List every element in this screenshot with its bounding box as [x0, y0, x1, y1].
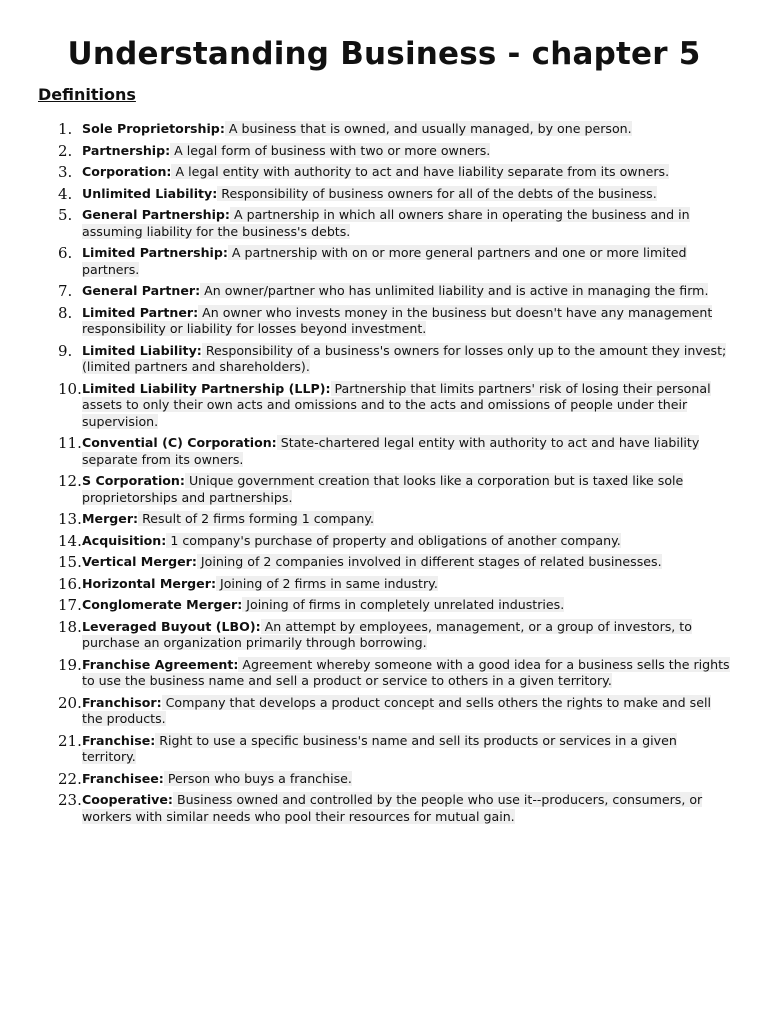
- definition-item-7: [38, 282, 730, 304]
- definitions-list: [38, 120, 730, 829]
- definition-body: A legal entity with authority to act and have liability separate from its owners.: [171, 164, 670, 179]
- definition-text: [82, 244, 730, 278]
- definition-text: [82, 163, 730, 181]
- definition-term: Partnership:: [82, 142, 171, 158]
- definition-body: Company that develops a product concept and sells others the rights to make and sell the products.: [82, 694, 711, 726]
- definition-item-14: [38, 532, 730, 554]
- item-number: 17.: [58, 596, 82, 614]
- definition-term: Franchise:: [82, 732, 156, 748]
- definition-term: Franchisor:: [82, 694, 162, 710]
- definition-item-4: [38, 185, 730, 207]
- definition-term: Sole Proprietorship:: [82, 121, 225, 136]
- definition-item-13: [38, 510, 730, 532]
- definition-text: [82, 532, 730, 550]
- definition-body: A business that is owned, and usually managed, by one person.: [224, 121, 632, 136]
- definition-text: [82, 575, 730, 593]
- item-number: 11.: [58, 434, 82, 452]
- item-number: 9.: [58, 341, 73, 360]
- definition-body: Right to use a specific business's name and sell its products or services in a given territory.: [82, 732, 677, 764]
- definition-body: 1 company's purchase of property and obligations of another company.: [166, 532, 621, 548]
- item-number: 16.: [58, 574, 82, 593]
- item-number: 14.: [58, 531, 82, 550]
- item-number: 23.: [58, 791, 82, 809]
- definition-item-2: [38, 142, 730, 164]
- item-number: 4.: [58, 184, 73, 203]
- definition-body: An owner who invests money in the business but doesn't have any management responsibility or liability for losses beyond investment.: [82, 304, 713, 336]
- definition-item-22: [38, 770, 730, 792]
- definition-body: A partnership in which all owners share in operating the business and in assuming liability for the business's debts.: [82, 207, 690, 239]
- definition-body: A partnership with on or more general partners and one or more limited partners.: [82, 245, 687, 277]
- item-number: 8.: [58, 303, 73, 322]
- definition-text: [82, 282, 730, 300]
- definition-text: [82, 342, 730, 376]
- document-title: Understanding Business - chapter 5: [67, 36, 701, 72]
- definition-item-16: [38, 575, 730, 597]
- section-heading-definitions: Definitions: [38, 85, 136, 104]
- definition-item-5: [38, 206, 730, 244]
- item-number: 20.: [58, 693, 82, 712]
- definition-item-6: [38, 244, 730, 282]
- definition-term: Vertical Merger:: [82, 554, 197, 569]
- definition-body: State-chartered legal entity with authority to act and have liability separate from its owners.: [82, 435, 700, 467]
- definition-body: Joining of firms in completely unrelated industries.: [242, 597, 565, 612]
- definition-item-21: [38, 732, 730, 770]
- definition-term: General Partnership:: [82, 207, 230, 222]
- definition-text: [82, 380, 730, 431]
- definition-term: General Partner:: [82, 283, 201, 298]
- item-number: 12.: [58, 472, 82, 490]
- item-number: 1.: [58, 120, 73, 138]
- item-number: 7.: [58, 282, 73, 300]
- definition-term: Cooperative:: [82, 792, 173, 807]
- definition-term: Horizontal Merger:: [82, 575, 216, 591]
- definition-body: Partnership that limits partners' risk of losing their personal assets to only their own acts and omissions and to the acts and omissions of people under their supervision.: [82, 380, 711, 429]
- definition-item-15: [38, 553, 730, 575]
- definition-body: Result of 2 firms forming 1 company.: [138, 511, 374, 526]
- definition-item-1: [38, 120, 730, 142]
- definition-term: Limited Liability Partnership (LLP):: [82, 380, 331, 396]
- definition-term: Franchisee:: [82, 770, 164, 786]
- definition-body: Person who buys a franchise.: [163, 770, 352, 786]
- definition-text: [82, 304, 730, 338]
- definition-term: Leveraged Buyout (LBO):: [82, 618, 261, 634]
- definition-item-17: [38, 596, 730, 618]
- definition-body: Unique government creation that looks like a corporation but is taxed like sole proprietorships and partnerships.: [82, 473, 684, 505]
- definition-item-10: [38, 380, 730, 435]
- definition-text: [82, 791, 730, 825]
- item-number: 2.: [58, 141, 73, 160]
- item-number: 5.: [58, 206, 73, 224]
- item-number: 19.: [58, 655, 82, 674]
- definition-body: Joining of 2 companies involved in different stages of related businesses.: [196, 554, 662, 569]
- definition-item-12: [38, 472, 730, 510]
- item-number: 6.: [58, 244, 73, 262]
- definition-term: Limited Liability:: [82, 342, 202, 358]
- definition-item-3: [38, 163, 730, 185]
- definition-text: [82, 434, 730, 468]
- definition-item-23: [38, 791, 730, 829]
- definition-term: Convential (C) Corporation:: [82, 435, 277, 450]
- definition-body: An attempt by employees, management, or a group of investors, to purchase an organization primarily through borrowing.: [82, 618, 692, 650]
- definition-item-9: [38, 342, 730, 380]
- definition-term: Acquisition:: [82, 532, 167, 548]
- definition-term: Corporation:: [82, 164, 172, 179]
- definition-term: Franchise Agreement:: [82, 656, 239, 672]
- definition-item-19: [38, 656, 730, 694]
- definition-term: Merger:: [82, 511, 139, 526]
- definition-text: [82, 618, 730, 652]
- definition-body: Responsibility of business owners for all of the debts of the business.: [217, 185, 657, 201]
- definition-body: An owner/partner who has unlimited liability and is active in managing the firm.: [200, 283, 709, 298]
- definition-text: [82, 694, 730, 728]
- definition-text: [82, 553, 730, 571]
- definition-term: Conglomerate Merger:: [82, 597, 243, 612]
- item-number: 3.: [58, 163, 73, 181]
- definition-text: [82, 732, 730, 766]
- definition-body: Agreement whereby someone with a good idea for a business sells the rights to use the business name and sell a product or service to others in a given territory.: [82, 656, 730, 688]
- definition-text: [82, 596, 730, 614]
- definition-item-11: [38, 434, 730, 472]
- definition-body: Business owned and controlled by the people who use it--producers, consumers, or workers with similar needs who pool their resources for mutual gain.: [82, 792, 703, 824]
- definition-term: S Corporation:: [82, 473, 185, 488]
- definition-term: Limited Partner:: [82, 304, 199, 320]
- definition-item-8: [38, 304, 730, 342]
- definition-term: Limited Partnership:: [82, 245, 228, 260]
- item-number: 15.: [58, 553, 82, 571]
- definition-text: [82, 206, 730, 240]
- definition-text: [82, 656, 730, 690]
- definition-text: [82, 142, 730, 160]
- item-number: 10.: [58, 379, 82, 398]
- definition-term: Unlimited Liability:: [82, 185, 218, 201]
- item-number: 21.: [58, 731, 82, 750]
- definition-item-20: [38, 694, 730, 732]
- definition-text: [82, 185, 730, 203]
- item-number: 22.: [58, 769, 82, 788]
- definition-body: Responsibility of a business's owners for losses only up to the amount they invest; (limited partners and shareholders).: [82, 342, 727, 374]
- definition-text: [82, 770, 730, 788]
- item-number: 13.: [58, 510, 82, 528]
- definition-body: Joining of 2 firms in same industry.: [215, 575, 438, 591]
- definition-text: [82, 510, 730, 528]
- definition-item-18: [38, 618, 730, 656]
- definition-text: [82, 472, 730, 506]
- item-number: 18.: [58, 617, 82, 636]
- definition-body: A legal form of business with two or more owners.: [170, 142, 491, 158]
- definition-text: [82, 120, 730, 138]
